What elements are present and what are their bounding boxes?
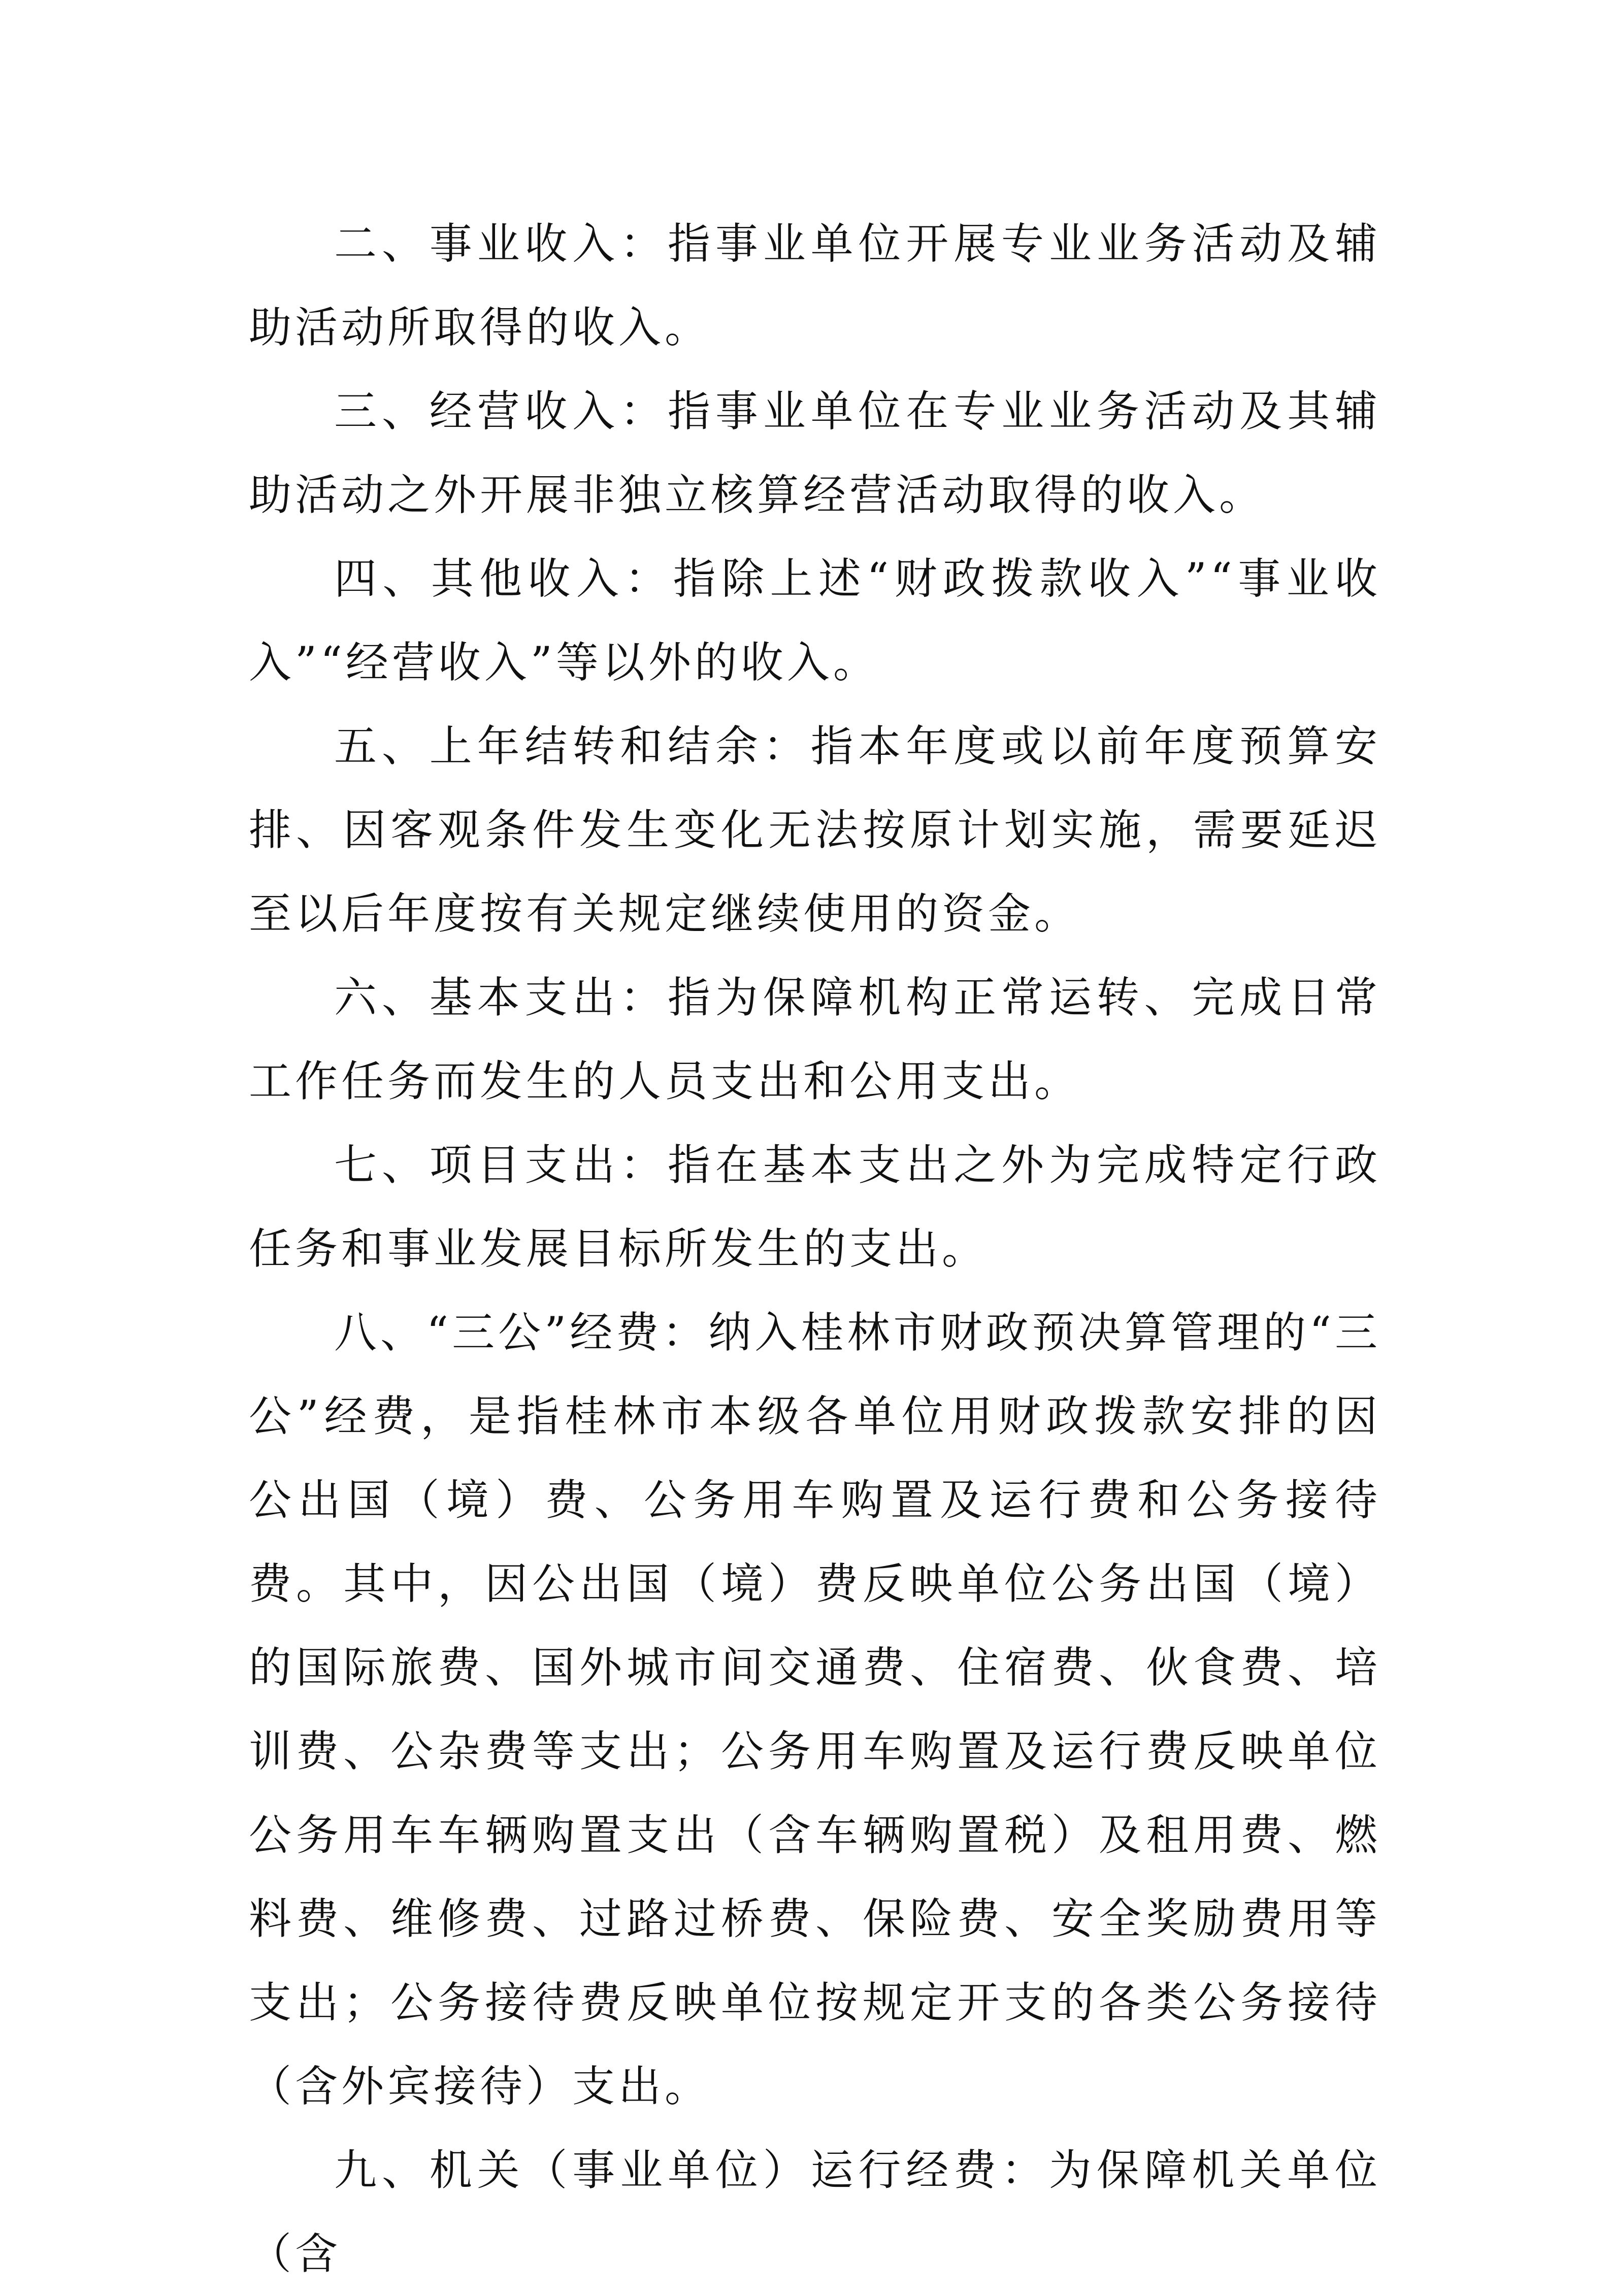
paragraph-business-income: 二、事业收入：指事业单位开展专业业务活动及辅助活动所取得的收入。 [249, 219, 1381, 352]
paragraph-other-income: 四、其他收入：指除上述“财政拨款收入”“事业收入”“经营收入”等以外的收入。 [249, 554, 1381, 687]
paragraph-operating-income: 三、经营收入：指事业单位在专业业务活动及其辅助活动之外开展非独立核算经营活动取得的收入。 [249, 386, 1381, 520]
paragraph-project-expenditure: 七、项目支出：指在基本支出之外为完成特定行政任务和事业发展目标所发生的支出。 [249, 1140, 1381, 1274]
paragraph-three-public-expenses: 八、“三公”经费：纳入桂林市财政预决算管理的“三公”经费，是指桂林市本级各单位用财政拨款安排的因公出国（境）费、公务用车购置及运行费和公务接待费。其中，因公出国（境）费反映单位公务出国（境）的国际旅费、国外城市间交通费、住宿费、伙食费、培训费、公杂费等支出；公务用车购置及运行费反映单位公务用车车辆购置支出（含车辆购置税）及租用费、燃料费、维修费、过路过桥费、保险费、安全奖励费用等支出；公务接待费反映单位按规定开支的各类公务接待（含外宾接待）支出。 [249, 1308, 1381, 2111]
paragraph-carryover-balance: 五、上年结转和结余：指本年度或以前年度预算安排、因客观条件发生变化无法按原计划实施，需要延迟至以后年度按有关规定继续使用的资金。 [249, 721, 1381, 939]
paragraph-agency-operating-expenses: 九、机关（事业单位）运行经费：为保障机关单位（含 [249, 2145, 1381, 2279]
document-body [249, 202, 1381, 2296]
paragraph-basic-expenditure: 六、基本支出：指为保障机构正常运转、完成日常工作任务而发生的人员支出和公用支出。 [249, 973, 1381, 1106]
